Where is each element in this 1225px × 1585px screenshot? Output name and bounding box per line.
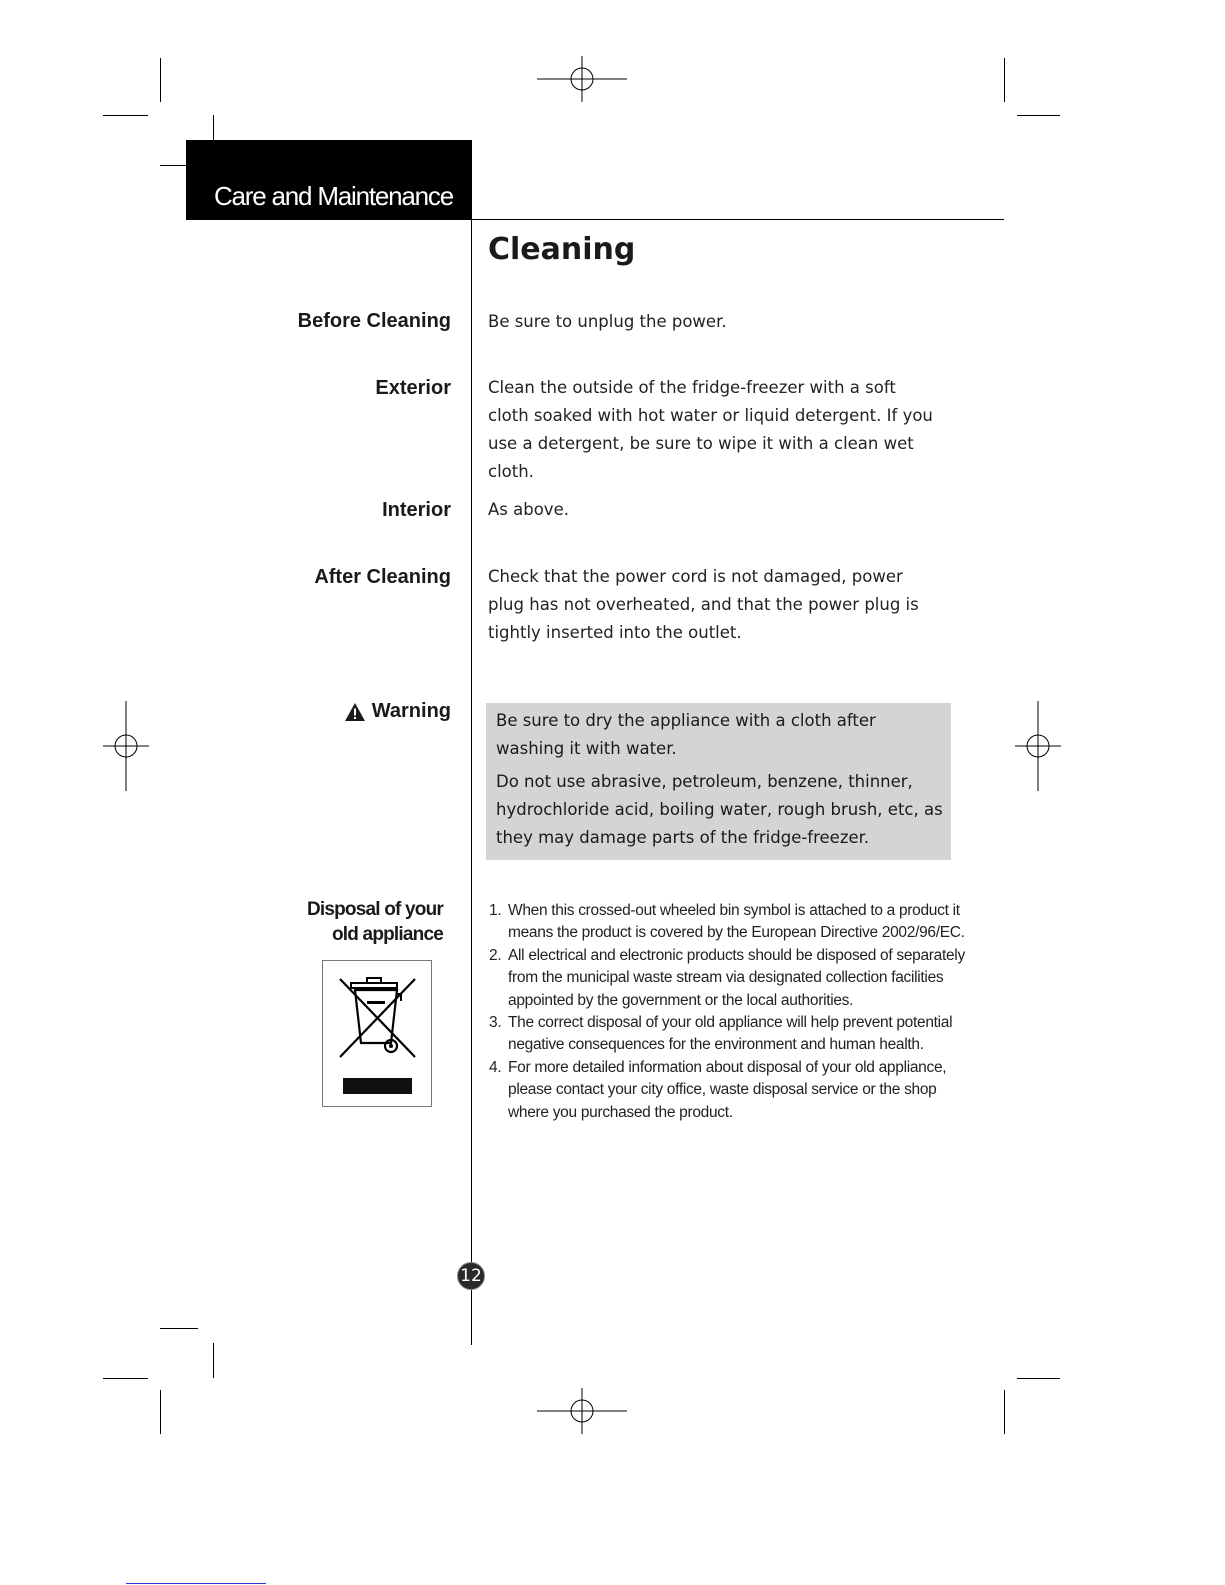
column-divider <box>471 140 472 1345</box>
disposal-heading-line2: old appliance <box>331 924 443 945</box>
crop-mark <box>1017 1378 1060 1379</box>
warning-text-1: Be sure to dry the appliance with a cloth after washing it with water. <box>496 711 876 758</box>
registration-mark-top <box>537 34 627 124</box>
warning-text-2: Do not use abrasive, petroleum, benzene, thinner, hydrochloride acid, boiling water, rough brush, etc, as they may damage parts of the fridge-freezer. <box>496 772 943 847</box>
warning-heading <box>344 700 451 723</box>
list-item: 3. The correct disposal of your old appliance will help prevent potential negative consequences for the environment and human health. <box>489 1014 953 1054</box>
label-interior: Interior <box>382 499 451 521</box>
list-item: 4. For more detailed information about disposal of your old appliance, please contact your city office, waste disposal service or the shop where you purchased the product. <box>489 1058 947 1121</box>
crop-mark <box>103 1378 148 1379</box>
disposal-heading <box>307 897 443 947</box>
crop-mark <box>160 1390 161 1434</box>
page-number: 12 <box>457 1262 485 1290</box>
warning-triangle-icon <box>344 702 366 722</box>
crop-mark <box>103 115 148 116</box>
crop-mark <box>1004 1390 1005 1434</box>
text-after-cleaning: Check that the power cord is not damaged, power plug has not overheated, and that the power plug is tightly inserted into the outlet. <box>488 567 919 642</box>
page-title: Cleaning <box>488 232 636 267</box>
bottom-underline <box>126 1583 266 1584</box>
disposal-heading-line1: Disposal of your <box>306 899 443 920</box>
registration-mark-bottom <box>537 1366 627 1456</box>
label-exterior: Exterior <box>375 377 451 399</box>
crop-mark <box>160 58 161 102</box>
crop-mark <box>213 1343 214 1378</box>
crop-mark <box>160 165 186 166</box>
crop-mark <box>1004 58 1005 102</box>
crop-mark <box>160 1328 198 1329</box>
crop-mark <box>213 115 214 140</box>
warning-box <box>486 703 951 860</box>
disposal-list <box>489 900 979 1124</box>
list-item: 2. All electrical and electronic products should be disposed of separately from the municipal waste stream via designated collection facilities appointed by the government or the local authorities. <box>489 946 965 1009</box>
label-after-cleaning: After Cleaning <box>314 566 451 588</box>
text-before-cleaning: Be sure to unplug the power. <box>488 312 727 331</box>
label-before-cleaning: Before Cleaning <box>297 310 451 332</box>
text-interior: As above. <box>488 500 569 519</box>
text-exterior: Clean the outside of the fridge-freezer with a soft cloth soaked with hot water or liquid detergent. If you use a detergent, be sure to wipe it with a clean wet cloth. <box>488 378 933 481</box>
header-rule <box>471 219 1004 220</box>
chapter-header <box>186 140 471 220</box>
registration-mark-left <box>81 701 171 791</box>
chapter-title: Care and Maintenance <box>213 181 453 211</box>
warning-label: Warning <box>371 700 451 722</box>
crop-mark <box>1017 115 1060 116</box>
crossed-out-wheeled-bin-icon <box>322 960 432 1107</box>
list-item: 1. When this crossed-out wheeled bin symbol is attached to a product it means the product is covered by the European Directive 2002/96/EC. <box>489 902 965 942</box>
registration-mark-right <box>993 701 1083 791</box>
